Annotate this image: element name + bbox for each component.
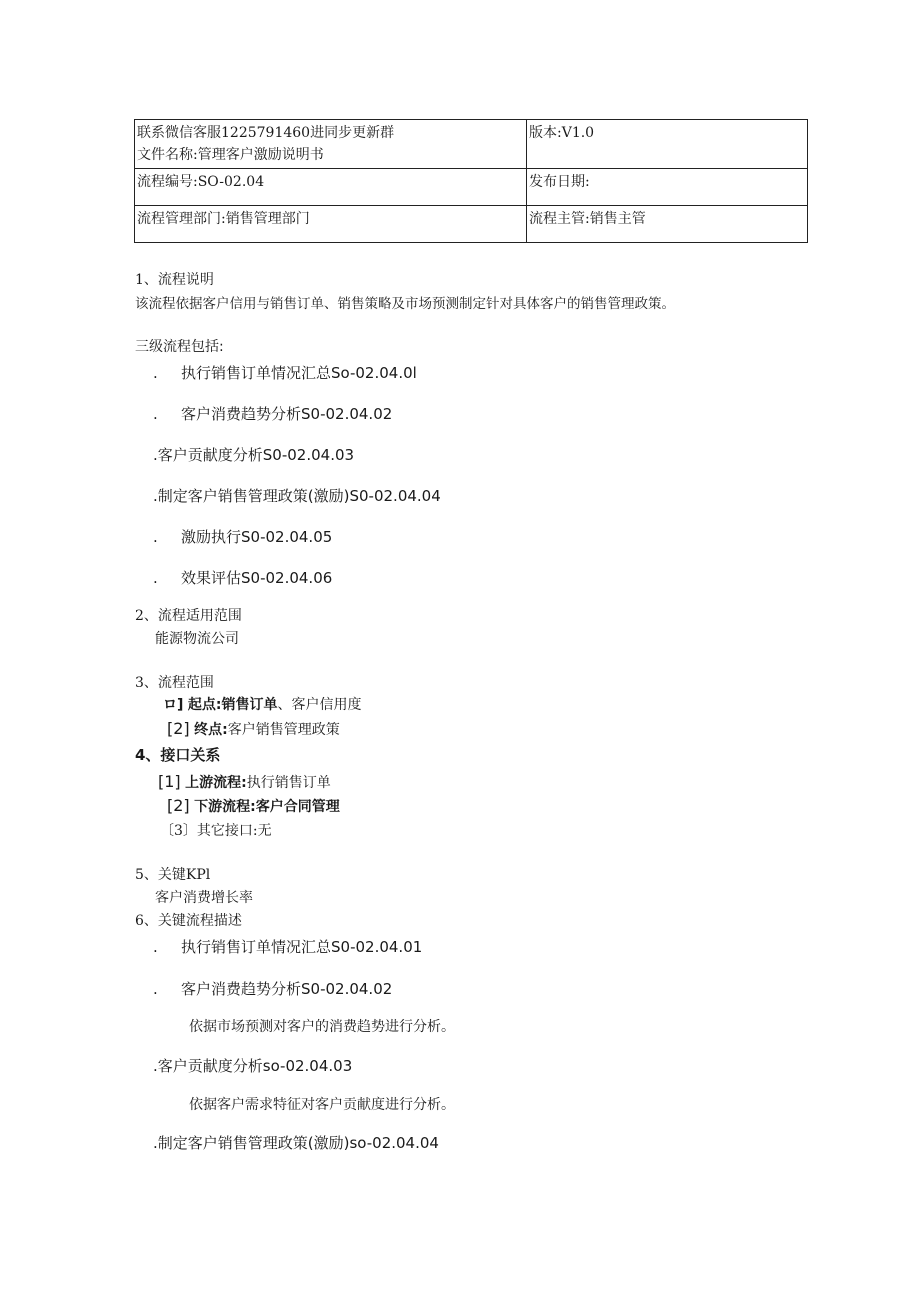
scope-start: ロ] 起点:销售订单、客户信用度: [163, 697, 362, 713]
section-2-title: 2、流程适用范围: [135, 608, 242, 624]
other-interface: 〔3〕其它接口:无: [160, 823, 272, 839]
section-2-body: 能源物流公司: [155, 631, 239, 647]
key-item: .客户贡献度分析so-02.04.03: [153, 1057, 353, 1075]
section-6-title: 6、关键流程描述: [135, 913, 242, 929]
key-item: . 执行销售订单情况汇总S0-02.04.01: [153, 938, 423, 956]
dept-cell: [135, 206, 527, 243]
header-table: [134, 119, 808, 243]
version: 版本:V1.0: [529, 125, 595, 141]
section-5-title: 5、关键KPl: [135, 867, 211, 883]
process-no: 流程编号:SO-02.04: [137, 174, 265, 190]
file-name: 文件名称:管理客户激励说明书: [137, 147, 324, 163]
section-1-subtitle: 三级流程包括:: [135, 339, 224, 355]
header-contact-cell: [135, 120, 527, 169]
publish-date-cell: [527, 169, 808, 206]
key-item: . 客户消费趋势分析S0-02.04.02: [153, 980, 393, 998]
l3-item: .客户贡献度分析S0-02.04.03: [153, 446, 355, 464]
l3-item: . 效果评估S0-02.04.06: [153, 569, 333, 587]
section-5-body: 客户消费增长率: [155, 890, 253, 906]
scope-end: [2] 终点:客户销售管理政策: [167, 719, 340, 738]
l3-item: . 客户消费趋势分析S0-02.04.02: [153, 405, 393, 423]
dept: 流程管理部门:销售管理部门: [137, 211, 310, 227]
owner: 流程主管:销售主管: [529, 211, 646, 227]
l3-item: .制定客户销售管理政策(激励)S0-02.04.04: [153, 487, 441, 505]
key-item-desc: 依据客户需求特征对客户贡献度进行分析。: [189, 1097, 455, 1113]
l3-item: . 执行销售订单情况汇总So-02.04.0l: [153, 364, 417, 382]
section-1-title: 1、流程说明: [135, 272, 214, 288]
process-no-cell: [135, 169, 527, 206]
section-3-title: 3、流程范围: [135, 675, 214, 691]
contact-text: 联系微信客服1225791460进同步更新群: [137, 125, 395, 141]
key-item: .制定客户销售管理政策(激励)so-02.04.04: [153, 1134, 439, 1152]
l3-item: . 激励执行S0-02.04.05: [153, 528, 333, 546]
downstream-process: [2] 下游流程:客户合同管理: [167, 796, 340, 815]
publish-date: 发布日期:: [529, 174, 590, 190]
upstream-process: [1] 上游流程:执行销售订单: [158, 772, 331, 791]
owner-cell: [527, 206, 808, 243]
version-cell: [527, 120, 808, 169]
section-1-desc: 该流程依据客户信用与销售订单、销售策略及市场预测制定针对具体客户的销售管理政策。: [135, 296, 675, 312]
section-4-title: 4、接口关系: [135, 746, 221, 764]
key-item-desc: 依据市场预测对客户的消费趋势进行分析。: [189, 1019, 455, 1035]
